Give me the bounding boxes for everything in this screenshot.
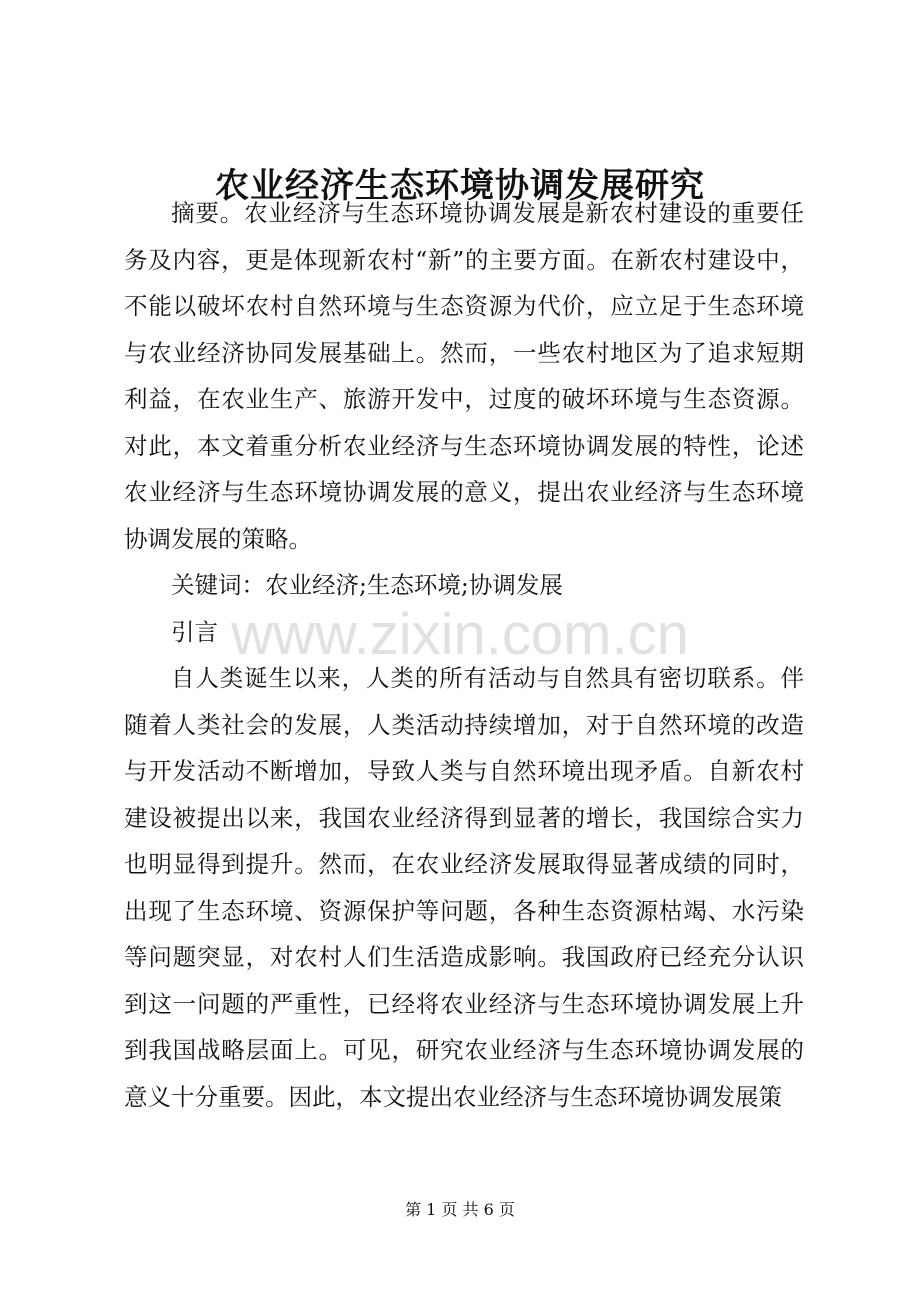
document-body bbox=[124, 190, 804, 1120]
section-heading-introduction: 引言 bbox=[171, 617, 218, 646]
abstract-paragraph: 摘要。农业经济与生态环境协调发展是新农村建设的重要任务及内容，更是体现新农村“新”的主要方面。在新农村建设中，不能以破坏农村自然环境与生态资源为代价，应立足于生态环境与农业经济协同发展基础上。然而，一些农村地区为了追求短期利益，在农业生产、旅游开发中，过度的破坏环境与生态资源。对此，本文着重分析农业经济与生态环境协调发展的特性，论述农业经济与生态环境协调发展的意义，提出农业经济与生态环境协调发展的策略。 bbox=[124, 199, 804, 553]
watermark-text: www.zixin.com.cn bbox=[231, 602, 689, 667]
introduction-paragraph: 自人类诞生以来，人类的所有活动与自然具有密切联系。伴随着人类社会的发展，人类活动持续增加，对于自然环境的改造与开发活动不断增加，导致人类与自然环境出现矛盾。自新农村建设被提出以来，我国农业经济得到显著的增长，我国综合实力也明显得到提升。然而，在农业经济发展取得显著成绩的同时，出现了生态环境、资源保护等问题，各种生态资源枯竭、水污染等问题突显，对农村人们生活造成影响。我国政府已经充分认识到这一问题的严重性，已经将农业经济与生态环境协调发展上升到我国战略层面上。可见，研究农业经济与生态环境协调发展的意义十分重要。因此，本文提出农业经济与生态环境协调发展策 bbox=[124, 664, 804, 1111]
page-title: 农业经济生态环境协调发展研究 bbox=[215, 166, 705, 206]
page-footer: 第 1 页 共 6 页 bbox=[405, 1200, 515, 1219]
keywords-paragraph: 关键词：农业经济;生态环境;协调发展 bbox=[171, 571, 563, 599]
